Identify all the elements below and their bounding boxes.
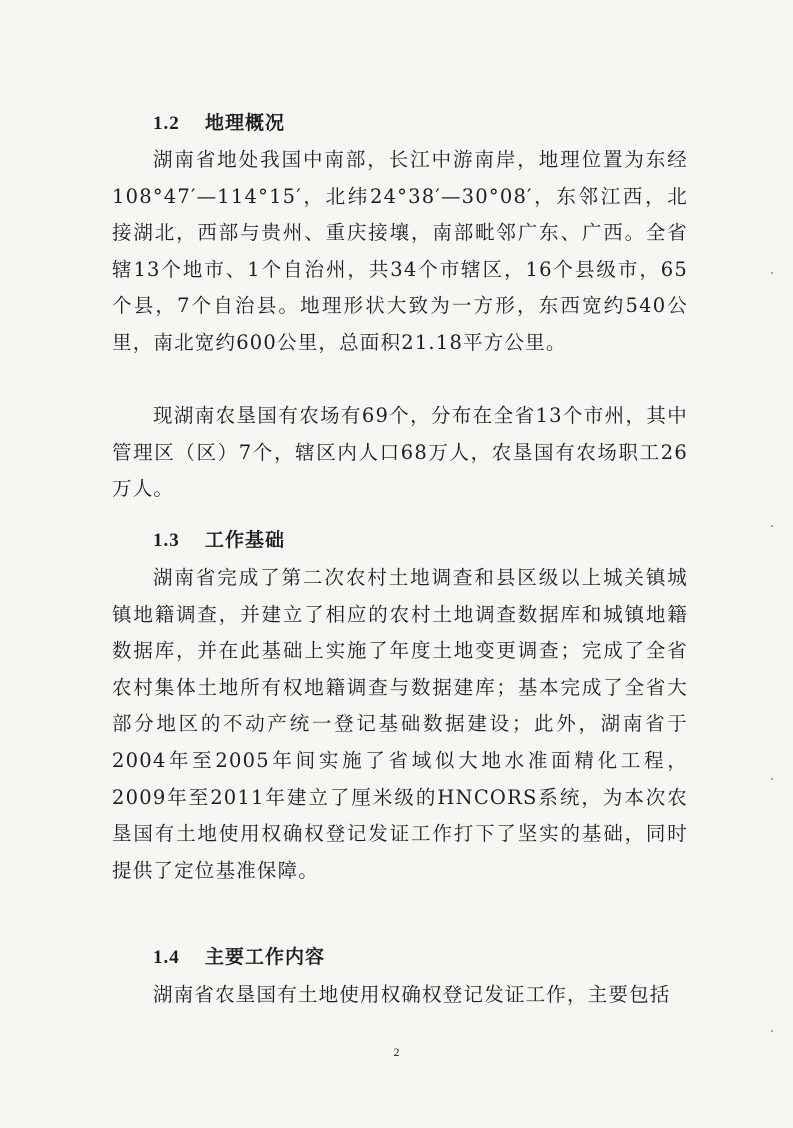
scan-dot [771,272,773,274]
section-heading-1-2 [153,108,285,135]
scan-dot [771,778,773,780]
page-number: 2 [393,1045,400,1059]
section-title: 地理概况 [205,112,286,134]
section-title: 工作基础 [205,529,286,551]
section-heading-1-3 [153,525,285,552]
paragraph-geography: 湖南省地处我国中南部，长江中游南岸，地理位置为东经108°47′—114°15′，北纬24°38′—30°08′，东邻江西，北接湖北，西部与贵州、重庆接壤，南部毗邻广东、广西。全省辖13个地市、1个自治州，共34个市辖区，16个县级市，65个县，7个自治县。地理形状大致为一方形，东西宽约540公里，南北宽约600公里，总面积21.18平方公里。 [112,148,688,354]
scan-dot [771,1030,773,1032]
scan-dot [771,525,773,527]
section-number: 1.3 [153,530,180,551]
paragraph-main-work: 湖南省农垦国有土地使用权确权登记发证工作，主要包括 [153,983,671,1006]
section-heading-1-4 [153,942,325,969]
paragraph-work-foundation: 湖南省完成了第二次农村土地调查和县区级以上城关镇城镇地籍调查，并建立了相应的农村土地调查数据库和城镇地籍数据库，并在此基础上实施了年度土地变更调查；完成了全省农村集体土地所有权地籍调查与数据建库；基本完成了全省大部分地区的不动产统一登记基础数据建设；此外，湖南省于2004年至2005年间实施了省域似大地水准面精化工程，2009年至2011年建立了厘米级的HNCORS系统，为本次农垦国有土地使用权确权登记发证工作打下了坚实的基础，同时提供了定位基准保障。 [112,566,688,882]
section-number: 1.4 [153,947,180,968]
section-title: 主要工作内容 [205,946,326,968]
section-number: 1.2 [153,113,180,134]
paragraph-farms: 现湖南农垦国有农场有69个，分布在全省13个市州，其中管理区（区）7个，辖区内人口68万人，农垦国有农场职工26万人。 [112,404,688,501]
